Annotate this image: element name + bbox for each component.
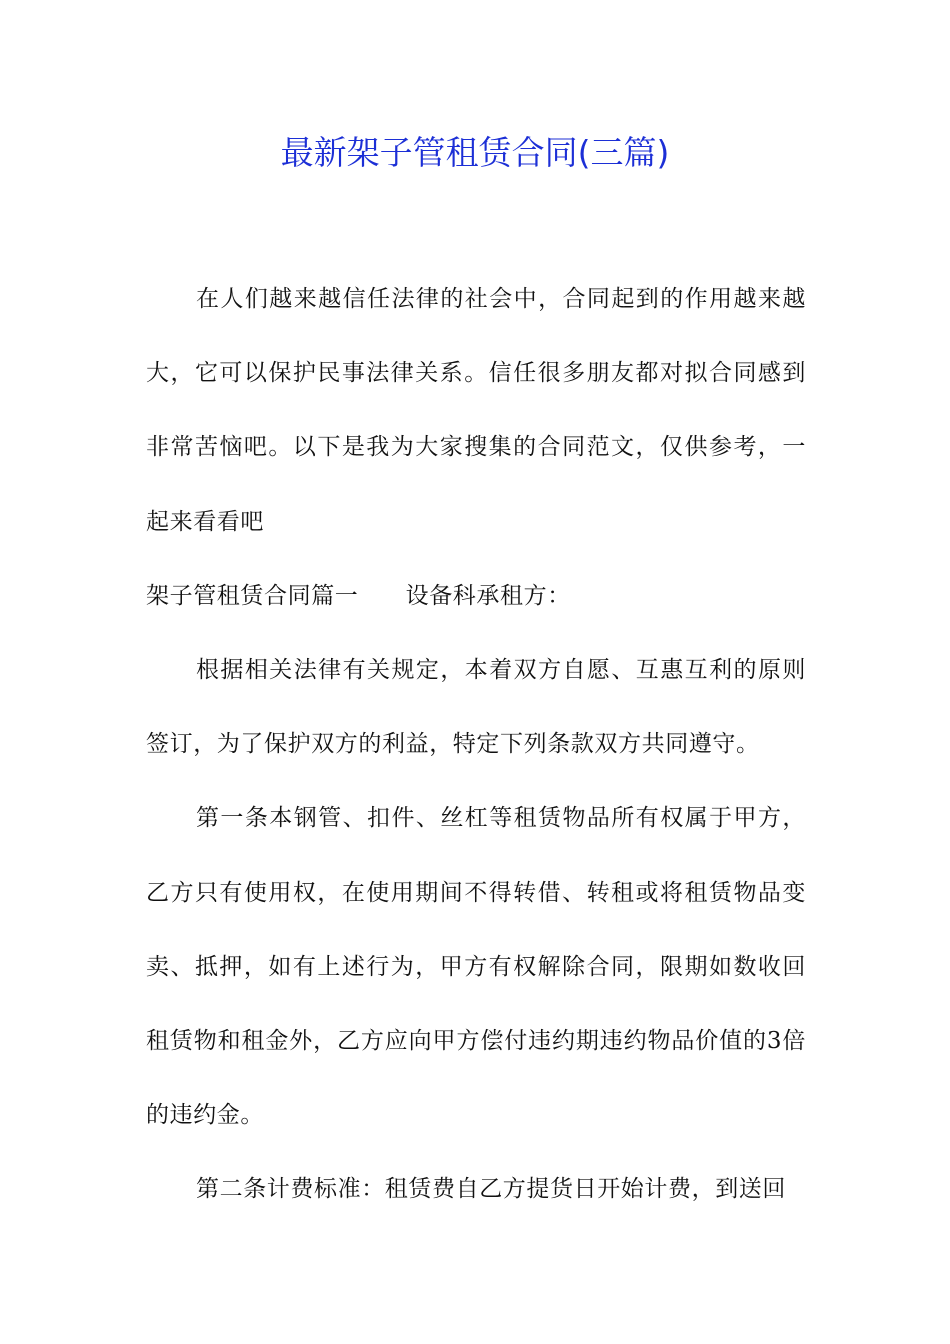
document-title: 最新架子管租赁合同(三篇) — [280, 133, 670, 172]
article-one-paragraph: 第一条本钢管、扣件、丝杠等租赁物品所有权属于甲方，乙方只有使用权，在使用期间不得转借、转租或将租赁物品变卖、抵押，如有上述行为，甲方有权解除合同，限期如数收回租赁物和租金外，乙方应向甲方偿付违约期违约物品价值的3倍的违约金。 — [146, 805, 806, 1129]
section-heading: 架子管租赁合同篇一 设备科承租方： — [146, 582, 571, 609]
preamble-paragraph: 根据相关法律有关规定，本着双方自愿、互惠互利的原则签订，为了保护双方的利益，特定下列条款双方共同遵守。 — [146, 657, 806, 758]
intro-paragraph: 在人们越来越信任法律的社会中，合同起到的作用越来越大，它可以保护民事法律关系。信任很多朋友都对拟合同感到非常苦恼吧。以下是我为大家搜集的合同范文，仅供参考，一起来看看吧 — [146, 286, 806, 535]
article-two-paragraph: 第二条计费标准：租赁费自乙方提货日开始计费，到送回 — [196, 1176, 786, 1203]
document-body — [146, 262, 806, 1227]
